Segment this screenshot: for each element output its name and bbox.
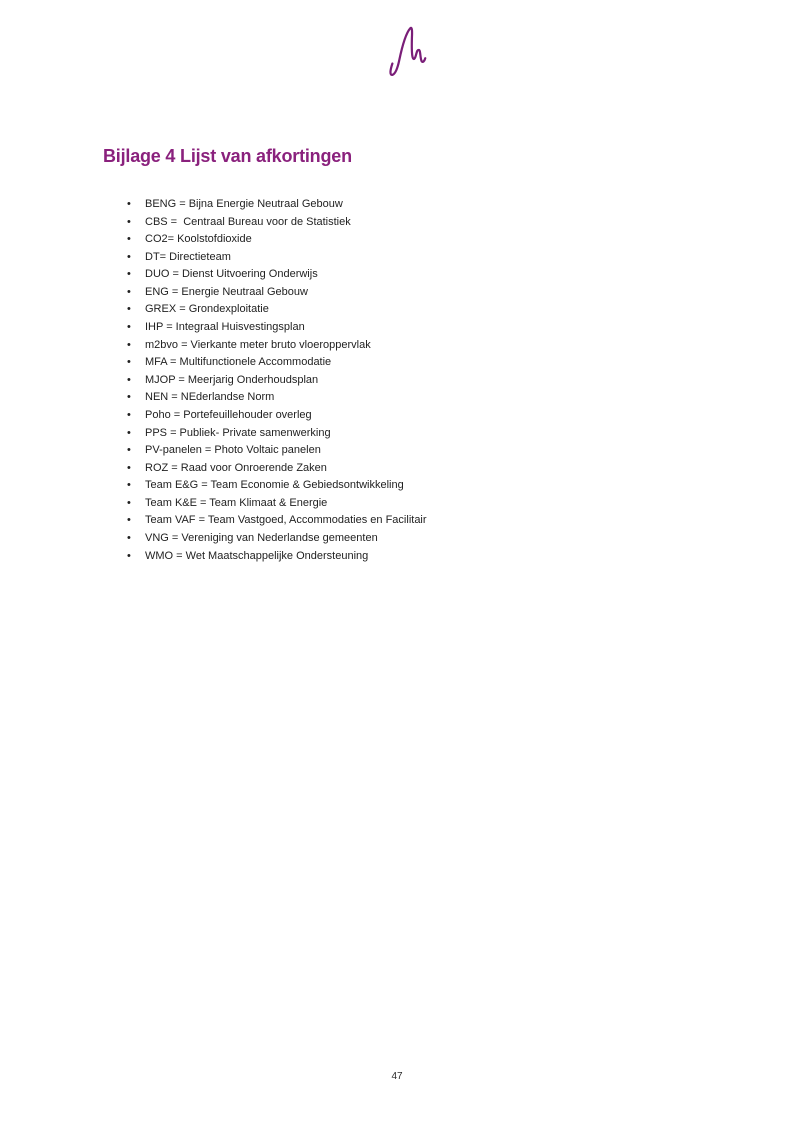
abbreviation-text: ENG = Energie Neutraal Gebouw <box>145 285 308 298</box>
list-item <box>127 530 687 548</box>
page-title: Bijlage 4 Lijst van afkortingen <box>103 146 352 166</box>
bullet-icon: • <box>127 461 131 474</box>
bullet-icon: • <box>127 250 131 263</box>
page-number: 47 <box>391 1071 403 1082</box>
bullet-icon: • <box>127 285 131 298</box>
bullet-icon: • <box>127 444 131 457</box>
bullet-icon: • <box>127 426 131 439</box>
abbreviation-text: VNG = Vereniging van Nederlandse gemeenten <box>145 531 378 544</box>
abbreviations-list <box>127 196 687 565</box>
list-item <box>127 512 687 530</box>
abbreviation-text: ROZ = Raad voor Onroerende Zaken <box>145 461 327 474</box>
list-item <box>127 284 687 302</box>
bullet-icon: • <box>127 514 131 527</box>
bullet-icon: • <box>127 303 131 316</box>
list-item <box>127 301 687 319</box>
bullet-icon: • <box>127 531 131 544</box>
list-item <box>127 214 687 232</box>
bullet-icon: • <box>127 321 131 334</box>
list-item <box>127 425 687 443</box>
bullet-icon: • <box>127 549 131 562</box>
list-item <box>127 442 687 460</box>
list-item <box>127 548 687 566</box>
list-item <box>127 372 687 390</box>
list-item <box>127 460 687 478</box>
bullet-icon: • <box>127 496 131 509</box>
list-item <box>127 266 687 284</box>
abbreviation-text: GREX = Grondexploitatie <box>145 303 269 316</box>
bullet-icon: • <box>127 198 131 210</box>
bullet-icon: • <box>127 408 131 421</box>
list-item <box>127 231 687 249</box>
abbreviation-text: DT= Directieteam <box>145 250 231 263</box>
abbreviation-text: PPS = Publiek- Private samenwerking <box>145 426 331 439</box>
list-item <box>127 337 687 355</box>
bullet-icon: • <box>127 356 131 369</box>
abbreviation-text: IHP = Integraal Huisvestingsplan <box>145 321 305 334</box>
bullet-icon: • <box>127 268 131 281</box>
abbreviation-text: Poho = Portefeuillehouder overleg <box>145 408 312 421</box>
list-item <box>127 354 687 372</box>
bullet-icon: • <box>127 233 131 246</box>
list-item <box>127 319 687 337</box>
abbreviation-text: BENG = Bijna Energie Neutraal Gebouw <box>145 198 343 210</box>
abbreviation-text: PV-panelen = Photo Voltaic panelen <box>145 444 321 457</box>
abbreviation-text: Team E&G = Team Economie & Gebiedsontwikkeling <box>145 479 404 492</box>
list-item <box>127 196 687 214</box>
list-item <box>127 495 687 513</box>
abbreviation-text: DUO = Dienst Uitvoering Onderwijs <box>145 268 318 281</box>
bullet-icon: • <box>127 391 131 404</box>
abbreviation-text: Team K&E = Team Klimaat & Energie <box>145 496 328 509</box>
signature-squiggle-logo-icon <box>381 21 427 79</box>
list-item <box>127 249 687 267</box>
bullet-icon: • <box>127 338 131 351</box>
abbreviation-text: MJOP = Meerjarig Onderhoudsplan <box>145 373 319 386</box>
list-item <box>127 389 687 407</box>
abbreviation-text: m2bvo = Vierkante meter bruto vloeroppervlak <box>145 338 371 351</box>
bullet-icon: • <box>127 479 131 492</box>
abbreviation-text: NEN = NEderlandse Norm <box>145 391 275 404</box>
list-item <box>127 477 687 495</box>
abbreviation-text: CBS = Centraal Bureau voor de Statistiek <box>145 215 351 228</box>
abbreviation-text: Team VAF = Team Vastgoed, Accommodaties en Facilitair <box>145 514 427 527</box>
abbreviation-text: CO2= Koolstofdioxide <box>145 233 252 246</box>
bullet-icon: • <box>127 373 131 386</box>
abbreviation-text: WMO = Wet Maatschappelijke Ondersteuning <box>145 549 369 562</box>
list-item <box>127 407 687 425</box>
bullet-icon: • <box>127 215 131 228</box>
abbreviation-text: MFA = Multifunctionele Accommodatie <box>145 356 332 369</box>
